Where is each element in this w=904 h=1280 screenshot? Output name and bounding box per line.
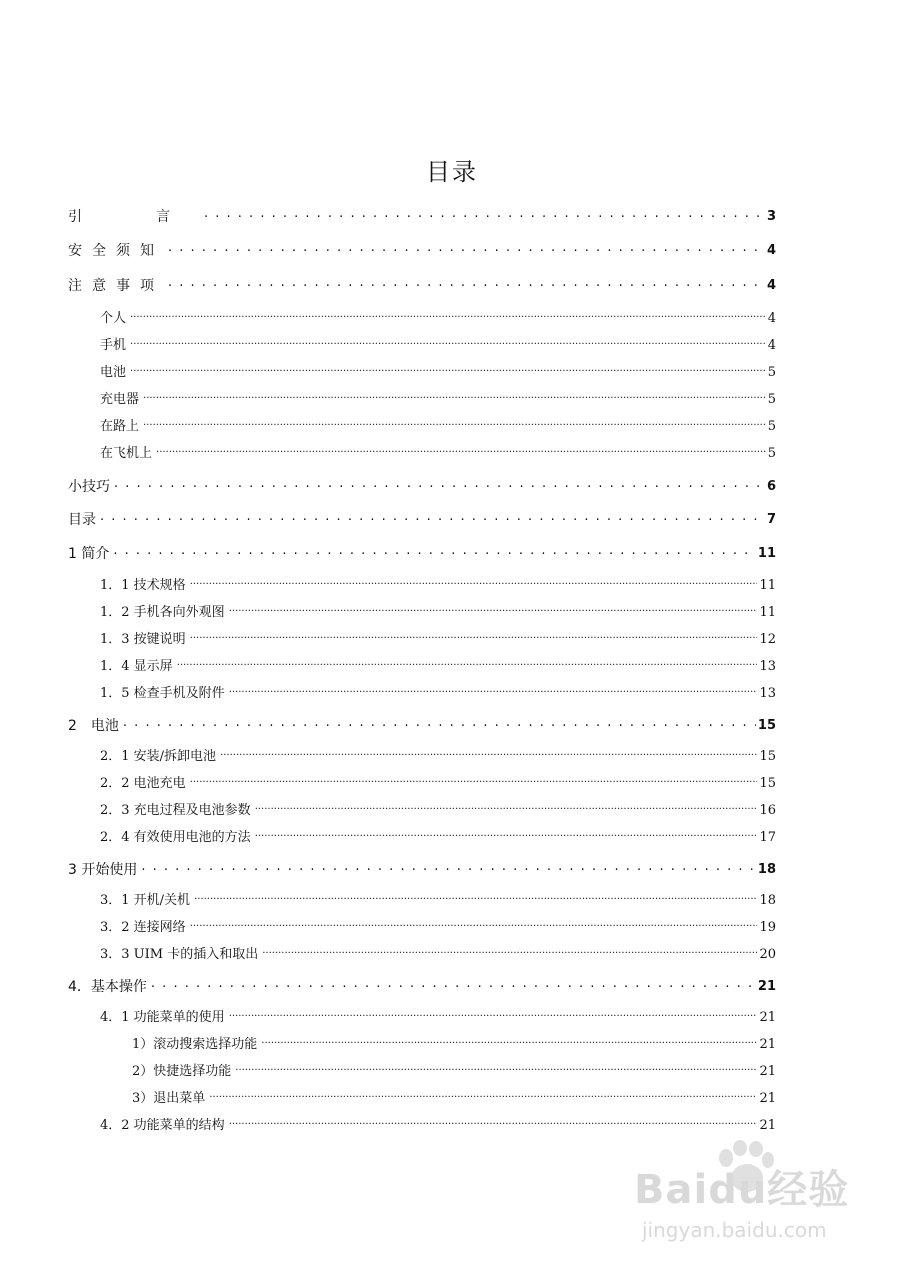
toc-entry-label: 4．基本操作 (68, 979, 147, 995)
toc-entry-page: 18 (757, 862, 776, 877)
toc-entry[interactable] (132, 1062, 776, 1082)
toc-entry-page: 4 (766, 243, 776, 258)
page-title: 目录 (426, 158, 478, 186)
toc-dot-leader (114, 477, 765, 497)
toc-dot-leader (130, 363, 766, 383)
toc-entry[interactable] (100, 603, 776, 623)
toc-entry-label: 2．1 安装/拆卸电池 (100, 749, 217, 764)
toc-entry[interactable] (100, 945, 776, 965)
toc-dot-leader (204, 207, 765, 227)
toc-entry-page: 21 (757, 979, 776, 994)
toc-entry-label: 1．4 显示屏 (100, 659, 173, 674)
toc-dot-leader (113, 544, 756, 564)
toc-dot-leader (168, 276, 765, 296)
toc-dot-leader (143, 417, 766, 437)
toc-entry[interactable] (68, 241, 776, 261)
toc-entry-label: 在路上 (100, 419, 140, 434)
toc-entry-page: 11 (757, 546, 776, 561)
toc-dot-leader (123, 716, 756, 736)
toc-entry-page: 18 (759, 893, 776, 908)
toc-dot-leader (156, 444, 766, 464)
toc-entry-label: 3．3 UIM 卡的插入和取出 (100, 947, 259, 962)
toc-dot-leader (130, 336, 766, 356)
toc-dot-leader (130, 309, 766, 329)
toc-entry-page: 15 (757, 718, 776, 733)
toc-entry-page: 4 (767, 338, 776, 353)
toc-entry[interactable] (68, 276, 776, 296)
toc-entry-label: 4．1 功能菜单的使用 (100, 1010, 225, 1025)
toc-entry-label: 2 电池 (68, 718, 119, 734)
toc-dot-leader (190, 576, 758, 596)
toc-entry[interactable] (100, 630, 776, 650)
toc-entry-page: 5 (767, 419, 776, 434)
toc-dot-leader (261, 1035, 757, 1055)
toc-entry-label: 个人 (100, 311, 127, 326)
toc-dot-leader (194, 891, 757, 911)
toc-entry-page: 15 (759, 749, 776, 764)
toc-dot-leader (229, 684, 758, 704)
toc-entry[interactable] (68, 510, 776, 530)
toc-entry[interactable] (68, 716, 776, 736)
toc-entry[interactable] (68, 544, 776, 564)
toc-dot-leader (235, 1062, 757, 1082)
toc-entry[interactable] (100, 657, 776, 677)
toc-entry[interactable] (100, 774, 776, 794)
toc-entry[interactable] (68, 977, 776, 997)
baidu-jingyan-watermark (634, 1140, 864, 1255)
toc-entry[interactable] (68, 860, 776, 880)
toc-entry-label: 电池 (100, 365, 127, 380)
toc-entry-page: 15 (759, 776, 776, 791)
toc-entry-page: 21 (759, 1064, 776, 1079)
toc-dot-leader (190, 630, 758, 650)
toc-entry-label: 安全须知 (68, 243, 164, 259)
toc-entry[interactable] (100, 1116, 776, 1136)
toc-dot-leader (143, 390, 766, 410)
toc-dot-leader (190, 918, 758, 938)
toc-entry-page: 4 (766, 278, 776, 293)
toc-entry-page: 4 (767, 311, 776, 326)
toc-entry-label: 1．3 按键说明 (100, 632, 186, 647)
toc-entry-page: 20 (759, 947, 776, 962)
toc-entry-page: 11 (759, 578, 776, 593)
toc-entry-label: 3 开始使用 (68, 862, 138, 878)
toc-entry[interactable] (100, 309, 776, 329)
toc-entry-page: 13 (759, 686, 776, 701)
toc-entry-label: 2．4 有效使用电池的方法 (100, 830, 251, 845)
toc-entry-label: 小技巧 (68, 479, 110, 495)
toc-dot-leader (177, 657, 758, 677)
toc-entry[interactable] (68, 477, 776, 497)
toc-dot-leader (262, 945, 757, 965)
toc-entry-label: 注意事项 (68, 278, 164, 294)
toc-entry-page: 12 (759, 632, 776, 647)
toc-dot-leader (220, 747, 757, 767)
toc-dot-leader (190, 774, 758, 794)
toc-entry[interactable] (100, 1008, 776, 1028)
toc-entry-label: 2．3 充电过程及电池参数 (100, 803, 251, 818)
toc-entry-page: 17 (759, 830, 776, 845)
toc-dot-leader (100, 510, 765, 530)
toc-entry[interactable] (100, 918, 776, 938)
toc-entry-label: 1．1 技术规格 (100, 578, 186, 593)
toc-entry-label: 2．2 电池充电 (100, 776, 186, 791)
toc-entry-page: 19 (759, 920, 776, 935)
toc-entry-page: 6 (766, 479, 776, 494)
toc-entry-label: 1．5 检查手机及附件 (100, 686, 225, 701)
toc-entry-page: 7 (766, 512, 776, 527)
toc-entry[interactable] (100, 390, 776, 410)
toc-entry[interactable] (100, 801, 776, 821)
toc-entry[interactable] (100, 891, 776, 911)
toc-dot-leader (255, 801, 758, 821)
toc-entry-page: 21 (759, 1037, 776, 1052)
toc-entry-label: 在飞机上 (100, 446, 153, 461)
watermark-logo-text: Baidu经验 (634, 1167, 850, 1213)
toc-entry-page: 5 (767, 446, 776, 461)
toc-entry[interactable] (100, 576, 776, 596)
toc-entry[interactable] (132, 1089, 776, 1109)
toc-entry-page: 13 (759, 659, 776, 674)
toc-entry-label: 3．1 开机/关机 (100, 893, 191, 908)
toc-entry-page: 21 (759, 1091, 776, 1106)
toc-dot-leader (141, 860, 756, 880)
toc-entry[interactable] (100, 747, 776, 767)
toc-entry[interactable] (68, 207, 776, 227)
toc-entry-page: 3 (766, 209, 776, 224)
toc-entry-label: 1．2 手机各向外观图 (100, 605, 225, 620)
toc-entry-label: 4．2 功能菜单的结构 (100, 1118, 225, 1133)
toc-dot-leader (229, 603, 758, 623)
watermark-url: jingyan.baidu.com (642, 1218, 827, 1242)
toc-entry[interactable] (132, 1035, 776, 1055)
toc-entry[interactable] (100, 444, 776, 464)
toc-entry-label: 目录 (68, 512, 96, 528)
toc-entry-page: 11 (759, 605, 776, 620)
toc-dot-leader (151, 977, 756, 997)
toc-entry-label: 引 言 (68, 209, 200, 225)
toc-entry-label: 3．2 连接网络 (100, 920, 186, 935)
toc-entry-label: 2）快捷选择功能 (132, 1064, 232, 1079)
toc-entry-label: 1）滚动搜索选择功能 (132, 1037, 258, 1052)
toc-dot-leader (168, 241, 765, 261)
toc-entry-page: 21 (759, 1118, 776, 1133)
toc-entry-page: 21 (759, 1010, 776, 1025)
toc-entry-label: 充电器 (100, 392, 140, 407)
toc-dot-leader (229, 1008, 758, 1028)
toc-entry[interactable] (100, 684, 776, 704)
toc-entry-label: 1 简介 (68, 546, 110, 562)
toc-entry-page: 16 (759, 803, 776, 818)
toc-dot-leader (229, 1116, 758, 1136)
toc-entry-page: 5 (767, 365, 776, 380)
toc-entry[interactable] (100, 828, 776, 848)
toc-entry-label: 3）退出菜单 (132, 1091, 206, 1106)
toc-entry-page: 5 (767, 392, 776, 407)
toc-dot-leader (209, 1089, 757, 1109)
toc-dot-leader (255, 828, 758, 848)
toc-entry[interactable] (100, 336, 776, 356)
toc-entry-label: 手机 (100, 338, 127, 353)
toc-entry[interactable] (100, 363, 776, 383)
toc-entry[interactable] (100, 417, 776, 437)
